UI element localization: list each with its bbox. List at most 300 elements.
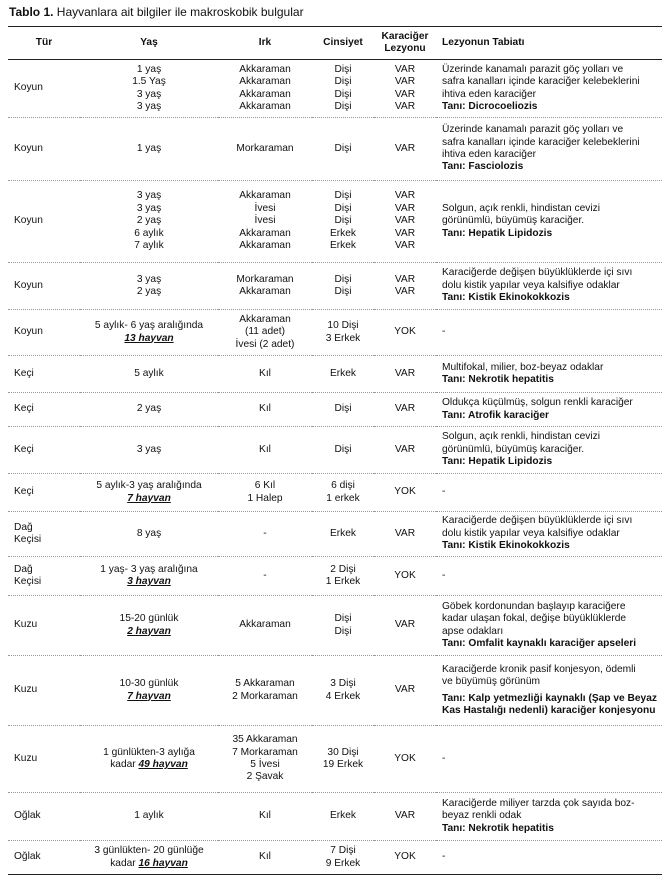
diagnosis: Tanı: Kistik Ekinokokkozis	[442, 540, 570, 552]
cell-lezyon	[436, 263, 662, 310]
cell-yas	[80, 596, 218, 656]
lezyon-line: apse odakları	[442, 625, 504, 637]
cell-tur-line: Oğlak	[14, 810, 41, 822]
cell-irk-line: 5 Akkaraman	[235, 678, 295, 690]
animal-count: 7 hayvan	[127, 690, 171, 702]
cell-irk-line: Akkaraman	[239, 190, 291, 202]
cell-irk-line: 5 İvesi	[250, 759, 280, 770]
cell-irk	[218, 557, 312, 596]
cell-yas	[80, 310, 218, 356]
lezyon-line: -	[442, 851, 446, 863]
cell-tur	[8, 596, 80, 656]
animal-count-prefix: kadar	[110, 759, 139, 770]
cell-cinsiyet-line: 2 Dişi	[330, 563, 356, 575]
cell-karaciger-lezyonu	[374, 726, 436, 793]
lezyon-line: Oldukça küçülmüş, solgun renkli karaciğer	[442, 397, 633, 409]
cell-cinsiyet	[312, 793, 374, 841]
cell-tur	[8, 393, 80, 427]
lezyon-line: görünümlü, büyümüş karaciğer.	[442, 215, 585, 227]
cell-yas-line: 2 yaş	[136, 403, 162, 415]
cell-cinsiyet	[312, 427, 374, 474]
cell-irk-line: Kıl	[259, 367, 271, 379]
cell-irk	[218, 726, 312, 793]
cell-cinsiyet-line: 10 Dişi	[327, 320, 359, 332]
cell-yas	[80, 181, 218, 263]
cell-irk-line: Akkaraman	[239, 88, 291, 100]
cell-yas-line: 1 aylık	[134, 810, 164, 822]
cell-karaciger-lezyonu	[374, 841, 436, 875]
cell-tur	[8, 793, 80, 841]
cell-karaciger-lezyonu-line: VAR	[394, 443, 416, 455]
cell-yas-line: 10-30 günlük	[119, 678, 179, 690]
cell-cinsiyet-line: 6 dişi	[331, 480, 355, 492]
cell-irk	[218, 596, 312, 656]
cell-yas	[80, 118, 218, 181]
cell-tur	[8, 512, 80, 557]
diagnosis: Tanı: Omfalit kaynaklı karaciğer apseleri	[442, 637, 637, 649]
lezyon-line: safra kanalları içinde karaciğer kelebeklerini	[442, 136, 640, 148]
table-row	[8, 393, 662, 427]
cell-yas-line: 3 yaş	[136, 443, 162, 455]
cell-irk-line: -	[263, 527, 267, 539]
cell-yas-line: 3 yaş	[136, 190, 162, 202]
lezyon-line: Karaciğerde değişen büyüklüklerde içi sıvı	[442, 515, 633, 527]
diagnosis: Tanı: Kistik Ekinokokkozis	[442, 292, 570, 304]
cell-karaciger-lezyonu-line: YOK	[394, 569, 416, 581]
cell-cinsiyet	[312, 118, 374, 181]
cell-tur	[8, 474, 80, 512]
cell-karaciger-lezyonu-line: VAR	[394, 286, 416, 297]
cell-karaciger-lezyonu-line: VAR	[394, 619, 416, 631]
header-yas: Yaş	[80, 27, 218, 60]
cell-yas-line: 2 yaş	[136, 215, 162, 227]
cell-cinsiyet-line: 7 Dişi	[330, 845, 356, 857]
cell-lezyon	[436, 512, 662, 557]
lezyon-line: dolu kistik yapılar veya kalsifiye odaklar	[442, 279, 620, 291]
table-row	[8, 427, 662, 474]
cell-karaciger-lezyonu-line: YOK	[394, 752, 416, 764]
cell-cinsiyet-line: Erkek	[329, 527, 357, 539]
cell-irk-line: Akkaraman	[239, 76, 291, 88]
cell-cinsiyet-line: Erkek	[329, 240, 357, 252]
table-row	[8, 60, 662, 118]
cell-irk	[218, 310, 312, 356]
cell-lezyon	[436, 393, 662, 427]
table-row	[8, 310, 662, 356]
cell-karaciger-lezyonu-line: VAR	[394, 76, 416, 88]
cell-karaciger-lezyonu-line: YOK	[394, 326, 416, 338]
cell-irk	[218, 181, 312, 263]
cell-tur	[8, 60, 80, 118]
animal-count-line	[82, 576, 216, 588]
table-row	[8, 841, 662, 875]
table-row	[8, 557, 662, 596]
cell-irk-line: 35 Akkaraman	[232, 734, 298, 746]
cell-tur-line: Kuzu	[14, 619, 38, 631]
header-cinsiyet: Cinsiyet	[312, 27, 374, 60]
cell-tur-line: Dağ	[14, 521, 33, 533]
cell-tur-line: Koyun	[14, 82, 43, 94]
cell-karaciger-lezyonu-line: YOK	[394, 486, 416, 498]
lezyon-line: -	[442, 486, 446, 498]
lezyon-line: Göbek kordonundan başlayıp karaciğere	[442, 600, 626, 612]
cell-karaciger-lezyonu	[374, 512, 436, 557]
cell-tur-line: Koyun	[14, 326, 43, 338]
cell-cinsiyet-line: Dişi	[334, 142, 352, 154]
lezyon-line: kadar ulaşan fokal, değişe büyüklüklerde	[442, 613, 627, 625]
cell-tur-line: Keçisi	[14, 576, 42, 587]
cell-karaciger-lezyonu	[374, 181, 436, 263]
header-karaciger-line2: Lezyonu	[384, 43, 426, 54]
table-row	[8, 656, 662, 726]
cell-yas-line: 3 yaş	[136, 202, 162, 214]
cell-yas	[80, 393, 218, 427]
lezyon-line: -	[442, 326, 446, 338]
cell-tur-line: Koyun	[14, 215, 43, 227]
cell-lezyon	[436, 118, 662, 181]
cell-irk	[218, 393, 312, 427]
cell-yas	[80, 656, 218, 726]
cell-karaciger-lezyonu	[374, 427, 436, 474]
diagnosis: Tanı: Fasciolozis	[442, 161, 524, 173]
cell-tur	[8, 557, 80, 596]
cell-cinsiyet-line: 19 Erkek	[322, 759, 364, 770]
cell-cinsiyet-line: Dişi	[334, 63, 352, 75]
cell-irk-line: Akkaraman	[239, 286, 291, 297]
animal-count: 49 hayvan	[138, 759, 188, 770]
table-row	[8, 263, 662, 310]
cell-lezyon	[436, 793, 662, 841]
cell-tur	[8, 427, 80, 474]
cell-cinsiyet-line: Dişi	[334, 443, 352, 455]
table-caption	[9, 5, 304, 19]
cell-irk	[218, 427, 312, 474]
diagnosis: Tanı: Atrofik karaciğer	[442, 409, 549, 421]
lezyon-line: -	[442, 569, 446, 581]
cell-irk	[218, 656, 312, 726]
cell-yas	[80, 60, 218, 118]
lezyon-line: beyaz renkli odak	[442, 810, 522, 822]
cell-yas-line: 2 yaş	[136, 286, 162, 297]
header-karaciger-lezyonu	[374, 27, 436, 60]
cell-irk-line: İvesi (2 adet)	[235, 338, 295, 350]
cell-tur	[8, 726, 80, 793]
caption-label: Tablo 1.	[9, 5, 54, 19]
cell-karaciger-lezyonu-line: VAR	[394, 202, 416, 214]
header-irk: Irk	[218, 27, 312, 60]
cell-tur-line: Oğlak	[14, 851, 41, 863]
cell-irk	[218, 118, 312, 181]
header-karaciger-line1: Karaciğer	[381, 30, 429, 42]
cell-cinsiyet-line: 1 erkek	[326, 492, 360, 504]
lezyon-line: Karaciğerde kronik pasif konjesyon, ödemli	[442, 663, 636, 675]
cell-karaciger-lezyonu	[374, 310, 436, 356]
cell-lezyon	[436, 60, 662, 118]
cell-cinsiyet	[312, 393, 374, 427]
cell-karaciger-lezyonu-line: VAR	[394, 142, 416, 154]
cell-cinsiyet-line: Dişi	[334, 273, 352, 285]
cell-yas	[80, 512, 218, 557]
cell-irk-line: 7 Morkaraman	[232, 746, 298, 758]
lezyon-line: Solgun, açık renkli, hindistan cevizi	[442, 202, 600, 214]
diagnosis: Tanı: Nekrotik hepatitis	[442, 822, 554, 834]
cell-yas-line: 3 günlükten- 20 günlüğe	[94, 845, 204, 857]
cell-yas-line: 1 yaş- 3 yaş aralığına	[100, 563, 198, 575]
animal-count-line	[82, 858, 216, 870]
cell-lezyon	[436, 726, 662, 793]
cell-tur-line: Dağ	[14, 563, 33, 575]
cell-yas	[80, 427, 218, 474]
table-row	[8, 596, 662, 656]
cell-irk-line: -	[263, 569, 267, 581]
cell-yas-line: 3 yaş	[136, 100, 162, 112]
cell-yas-line: 1 yaş	[136, 63, 162, 75]
animal-count: 13 hayvan	[124, 332, 174, 344]
cell-cinsiyet-line: Dişi	[334, 613, 352, 625]
cell-karaciger-lezyonu	[374, 356, 436, 393]
cell-tur-line: Keçi	[14, 403, 34, 415]
cell-karaciger-lezyonu-line: VAR	[394, 63, 416, 75]
cell-irk-line: Akkaraman	[239, 100, 291, 112]
cell-tur-line: Koyun	[14, 142, 43, 154]
cell-karaciger-lezyonu-line: VAR	[394, 367, 416, 379]
cell-yas-line: 1.5 Yaş	[132, 76, 166, 88]
cell-lezyon	[436, 181, 662, 263]
cell-yas	[80, 726, 218, 793]
cell-cinsiyet-line: 4 Erkek	[325, 690, 361, 702]
cell-tur-line: Koyun	[14, 279, 43, 291]
animal-count-line	[82, 493, 216, 505]
animal-count-prefix: kadar	[110, 857, 139, 869]
lezyon-line: ihtiva eden karaciğer	[442, 149, 537, 160]
cell-yas	[80, 356, 218, 393]
cell-yas-line: 7 aylık	[134, 240, 164, 252]
lezyon-line: Üzerinde kanamalı parazit göç yolları ve	[442, 63, 624, 75]
diagnosis: Tanı: Kalp yetmezliği kaynaklı (Şap ve Beyaz Kas Hastalığı nedenli) karaciğer konjesyonu	[442, 692, 657, 716]
cell-cinsiyet-line: Erkek	[329, 227, 357, 239]
cell-cinsiyet-line: Dişi	[334, 403, 352, 415]
cell-karaciger-lezyonu-line: VAR	[394, 227, 416, 239]
cell-irk-line: 2 Şavak	[246, 771, 284, 783]
cell-irk-line: Akkaraman	[239, 619, 291, 631]
cell-tur-line: Keçisi	[14, 534, 42, 545]
table-row	[8, 356, 662, 393]
cell-irk-line: Akkaraman	[239, 227, 291, 239]
table-row	[8, 512, 662, 557]
cell-tur-line: Kuzu	[14, 684, 38, 696]
lezyon-line: ve büyümüş görünüm	[442, 676, 540, 688]
cell-cinsiyet-line: Erkek	[329, 367, 357, 379]
lezyon-line: Solgun, açık renkli, hindistan cevizi	[442, 431, 600, 443]
lezyon-line: ihtiva eden karaciğer	[442, 88, 537, 100]
cell-cinsiyet	[312, 310, 374, 356]
animal-count: 7 hayvan	[127, 492, 171, 504]
cell-irk-line: 6 Kıl	[254, 480, 276, 492]
cell-cinsiyet-line: 3 Erkek	[325, 332, 361, 344]
cell-karaciger-lezyonu-line: VAR	[394, 684, 416, 696]
cell-cinsiyet	[312, 726, 374, 793]
cell-karaciger-lezyonu-line: VAR	[394, 240, 416, 252]
diagnosis: Tanı: Hepatik Lipidozis	[442, 227, 553, 239]
cell-cinsiyet	[312, 356, 374, 393]
cell-yas	[80, 841, 218, 875]
animal-count: 2 hayvan	[127, 625, 171, 637]
cell-karaciger-lezyonu	[374, 393, 436, 427]
lezyon-line: görünümlü, büyümüş karaciğer.	[442, 443, 585, 455]
cell-irk-line: 2 Morkaraman	[232, 690, 298, 702]
cell-lezyon	[436, 596, 662, 656]
cell-cinsiyet	[312, 656, 374, 726]
header-lezyonun-tabiati: Lezyonun Tabiatı	[436, 27, 662, 60]
cell-irk	[218, 263, 312, 310]
cell-tur	[8, 310, 80, 356]
cell-tur-line: Keçi	[14, 443, 34, 455]
table-row	[8, 118, 662, 181]
cell-irk-line: İvesi	[254, 215, 276, 227]
animal-count-line	[82, 759, 216, 771]
lezyon-line: Üzerinde kanamalı parazit göç yolları ve	[442, 124, 624, 136]
cell-irk-line: Akkaraman	[239, 240, 291, 252]
cell-yas	[80, 793, 218, 841]
header-row	[8, 27, 662, 60]
cell-karaciger-lezyonu	[374, 60, 436, 118]
cell-tur	[8, 181, 80, 263]
cell-yas-line: 1 yaş	[136, 142, 162, 154]
table-row	[8, 181, 662, 263]
lezyon-line: Multifokal, milier, boz-beyaz odaklar	[442, 361, 604, 373]
cell-cinsiyet-line: Dişi	[334, 88, 352, 100]
cell-cinsiyet	[312, 557, 374, 596]
cell-karaciger-lezyonu	[374, 474, 436, 512]
lezyon-line: -	[442, 752, 446, 764]
cell-karaciger-lezyonu	[374, 557, 436, 596]
cell-tur-line: Kuzu	[14, 752, 38, 764]
cell-lezyon	[436, 356, 662, 393]
cell-karaciger-lezyonu	[374, 793, 436, 841]
cell-irk-line: İvesi	[254, 202, 276, 214]
animal-count: 16 hayvan	[138, 857, 188, 869]
cell-irk	[218, 356, 312, 393]
cell-yas-line: 5 aylık- 6 yaş aralığında	[94, 320, 204, 332]
cell-cinsiyet	[312, 512, 374, 557]
cell-karaciger-lezyonu-line: VAR	[394, 527, 416, 539]
cell-cinsiyet	[312, 60, 374, 118]
cell-cinsiyet	[312, 181, 374, 263]
cell-irk	[218, 512, 312, 557]
cell-cinsiyet-line: 3 Dişi	[330, 678, 356, 690]
cell-karaciger-lezyonu-line: VAR	[394, 190, 416, 202]
header-tur: Tür	[8, 27, 80, 60]
cell-irk	[218, 60, 312, 118]
table-row	[8, 793, 662, 841]
cell-karaciger-lezyonu-line: VAR	[394, 273, 416, 285]
cell-lezyon	[436, 841, 662, 875]
cell-cinsiyet-line: Dişi	[334, 215, 352, 227]
cell-irk	[218, 474, 312, 512]
cell-tur	[8, 841, 80, 875]
cell-cinsiyet-line: Dişi	[334, 76, 352, 88]
cell-tur	[8, 356, 80, 393]
cell-lezyon	[436, 656, 662, 726]
animal-count-line	[82, 333, 216, 345]
cell-cinsiyet	[312, 596, 374, 656]
lezyon-line: safra kanalları içinde karaciğer kelebeklerini	[442, 76, 640, 88]
cell-karaciger-lezyonu-line: VAR	[394, 88, 416, 100]
cell-karaciger-lezyonu-line: VAR	[394, 215, 416, 227]
cell-karaciger-lezyonu	[374, 656, 436, 726]
cell-karaciger-lezyonu	[374, 118, 436, 181]
cell-karaciger-lezyonu	[374, 263, 436, 310]
cell-tur	[8, 656, 80, 726]
cell-cinsiyet-line: 9 Erkek	[325, 857, 361, 869]
cell-cinsiyet-line: Dişi	[334, 625, 352, 637]
cell-cinsiyet-line: 1 Erkek	[325, 576, 361, 587]
cell-tur-line: Keçi	[14, 367, 34, 379]
cell-cinsiyet-line: Dişi	[334, 100, 352, 112]
cell-irk-line: Morkaraman	[236, 273, 294, 285]
diagnosis: Tanı: Nekrotik hepatitis	[442, 374, 554, 385]
cell-irk-line: Kıl	[259, 443, 271, 455]
cell-lezyon	[436, 557, 662, 596]
cell-cinsiyet	[312, 263, 374, 310]
cell-yas	[80, 557, 218, 596]
cell-tur	[8, 118, 80, 181]
diagnosis: Tanı: Dicrocoeliozis	[442, 100, 538, 112]
cell-cinsiyet-line: 30 Dişi	[327, 746, 359, 758]
cell-yas-line: 6 aylık	[134, 227, 164, 239]
lezyon-line: dolu kistik yapılar veya kalsifiye odaklar	[442, 527, 620, 539]
animal-count-line	[82, 691, 216, 703]
cell-yas	[80, 474, 218, 512]
cell-irk-line: Akkaraman	[239, 63, 291, 75]
cell-irk	[218, 793, 312, 841]
cell-lezyon	[436, 310, 662, 356]
cell-irk-line: (11 adet)	[244, 326, 286, 338]
cell-karaciger-lezyonu-line: VAR	[394, 403, 416, 415]
cell-tur	[8, 263, 80, 310]
cell-yas-line: 5 aylık-3 yaş aralığında	[96, 480, 202, 492]
cell-tur-line: Keçi	[14, 486, 34, 498]
cell-karaciger-lezyonu-line: YOK	[394, 851, 416, 863]
cell-yas-line: 3 yaş	[136, 88, 162, 100]
lezyon-line: Karaciğerde değişen büyüklüklerde içi sıvı	[442, 267, 633, 279]
cell-cinsiyet-line: Dişi	[334, 286, 352, 297]
cell-cinsiyet-line: Dişi	[334, 202, 352, 214]
animal-count-line	[82, 626, 216, 638]
cell-irk-line: Kıl	[259, 403, 271, 415]
caption-text: Hayvanlara ait bilgiler ile makroskobik bulgular	[53, 5, 304, 19]
cell-yas-line: 8 yaş	[136, 527, 162, 539]
diagnosis: Tanı: Hepatik Lipidozis	[442, 456, 553, 468]
cell-irk-line: Kıl	[259, 810, 271, 822]
findings-table	[8, 26, 662, 875]
cell-cinsiyet-line: Erkek	[329, 810, 357, 822]
cell-cinsiyet-line: Dişi	[334, 190, 352, 202]
cell-yas-line: 15-20 günlük	[119, 613, 179, 625]
cell-lezyon	[436, 474, 662, 512]
cell-karaciger-lezyonu-line: VAR	[394, 810, 416, 822]
cell-irk-line: 1 Halep	[247, 492, 283, 504]
cell-yas-line: 3 yaş	[136, 273, 162, 285]
cell-irk-line: Kıl	[259, 851, 271, 863]
table-row	[8, 726, 662, 793]
cell-irk-line: Akkaraman	[239, 313, 291, 325]
cell-cinsiyet	[312, 841, 374, 875]
cell-yas	[80, 263, 218, 310]
cell-irk-line: Morkaraman	[236, 142, 294, 154]
table-row	[8, 474, 662, 512]
animal-count: 3 hayvan	[127, 576, 171, 587]
